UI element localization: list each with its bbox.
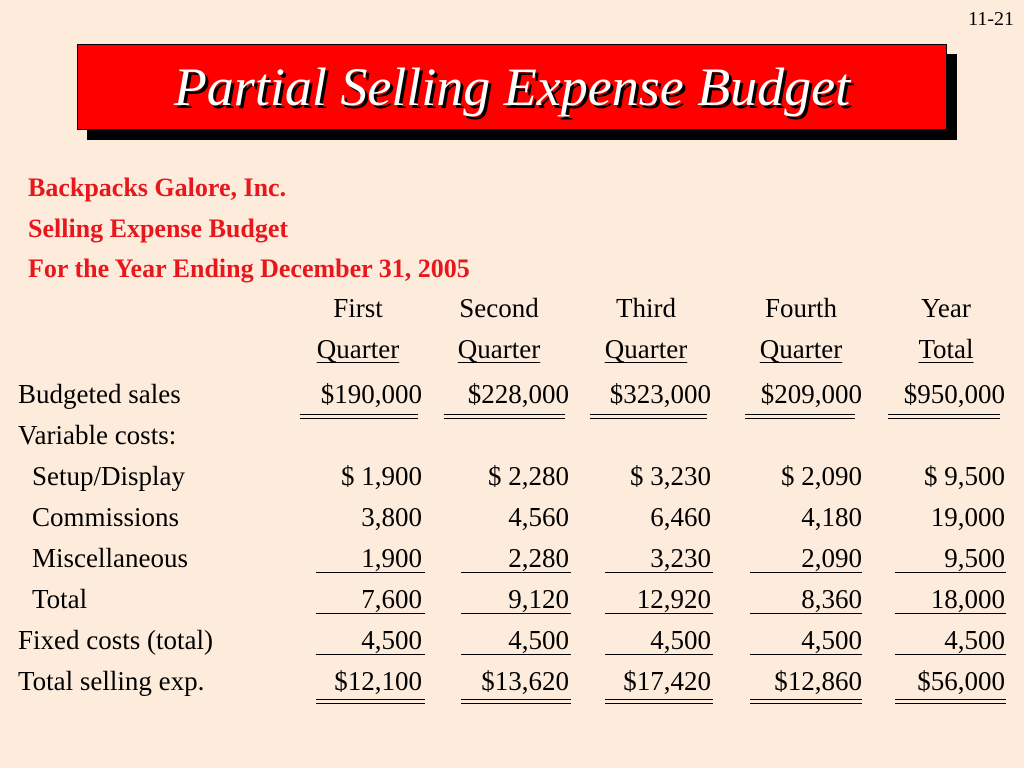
header-row [0,291,1024,331]
table-row [0,664,1024,704]
table-cell: 9,500 [944,543,1005,573]
column-header: Third [616,293,676,323]
single-underline [605,572,713,573]
column-header: Total [918,334,974,364]
row-label: Variable costs: [18,420,177,450]
table-cell: 4,500 [944,625,1005,655]
table-cell: 2,280 [508,543,569,573]
table-row [0,541,1024,581]
double-underline [895,699,1006,704]
table-cell: 3,230 [650,543,711,573]
header-row [0,332,1024,372]
double-underline [750,699,862,704]
table-cell: 19,000 [930,502,1005,532]
row-label: Miscellaneous [32,543,188,573]
table-cell: $56,000 [917,666,1005,696]
column-header: Second [459,293,539,323]
single-underline [316,654,425,655]
single-underline [316,613,425,614]
table-row [0,623,1024,663]
column-header: Quarter [457,334,541,364]
table-cell: 4,500 [801,625,862,655]
table-cell: $12,100 [334,666,422,696]
table-cell: $ 3,230 [630,461,711,491]
single-underline [750,613,862,614]
single-underline [605,613,713,614]
company-name: Backpacks Galore, Inc. [28,173,287,202]
table-cell: 9,120 [508,584,569,614]
column-header: First [333,293,383,323]
table-cell: $950,000 [903,379,1005,409]
slide-title: Partial Selling Expense Budget [173,57,851,117]
table-cell: 4,500 [650,625,711,655]
table-cell: 4,180 [801,502,862,532]
column-header: Year [921,293,971,323]
table-cell: $190,000 [320,379,422,409]
double-underline [461,699,571,704]
single-underline [895,613,1006,614]
table-cell: 4,500 [361,625,422,655]
table-row [0,500,1024,540]
column-header: Quarter [604,334,688,364]
table-cell: 8,360 [801,584,862,614]
table-cell: $17,420 [623,666,711,696]
row-label: Fixed costs (total) [18,625,213,655]
table-row [0,582,1024,622]
column-header: Quarter [316,334,400,364]
single-underline [750,572,862,573]
table-cell: 4,560 [508,502,569,532]
single-underline [605,654,713,655]
single-underline [316,572,425,573]
single-underline [461,572,571,573]
table-cell: $13,620 [481,666,569,696]
single-underline [461,654,571,655]
table-cell: $12,860 [774,666,862,696]
row-label: Total selling exp. [18,666,205,696]
single-underline [461,613,571,614]
table-cell: $209,000 [760,379,862,409]
report-period: For the Year Ending December 31, 2005 [28,254,470,283]
table-row [0,418,1024,458]
table-row [0,377,1024,417]
single-underline [895,654,1006,655]
row-label: Setup/Display [32,461,185,491]
single-underline [895,572,1006,573]
column-header: Quarter [759,334,843,364]
table-cell: $ 1,900 [341,461,422,491]
table-cell: $ 9,500 [924,461,1005,491]
table-cell: 4,500 [508,625,569,655]
table-cell: $228,000 [467,379,569,409]
table-cell: 7,600 [361,584,422,614]
double-underline [605,699,713,704]
table-cell: $ 2,090 [781,461,862,491]
table-cell: 18,000 [930,584,1005,614]
table-cell: 2,090 [801,543,862,573]
table-cell: 1,900 [361,543,422,573]
double-underline [316,699,425,704]
row-label: Total [32,584,88,614]
table-cell: $323,000 [609,379,711,409]
table-cell: 12,920 [636,584,711,614]
row-label: Commissions [32,502,180,532]
slide-number: 11-21 [968,8,1014,30]
table-row [0,459,1024,499]
title-banner [77,44,947,130]
table-cell: 3,800 [361,502,422,532]
report-heading [28,168,470,290]
single-underline [750,654,862,655]
column-header: Fourth [764,293,837,323]
report-name: Selling Expense Budget [28,213,289,243]
table-cell: 6,460 [650,502,711,532]
table-cell: $ 2,280 [488,461,569,491]
row-label: Budgeted sales [18,379,181,409]
